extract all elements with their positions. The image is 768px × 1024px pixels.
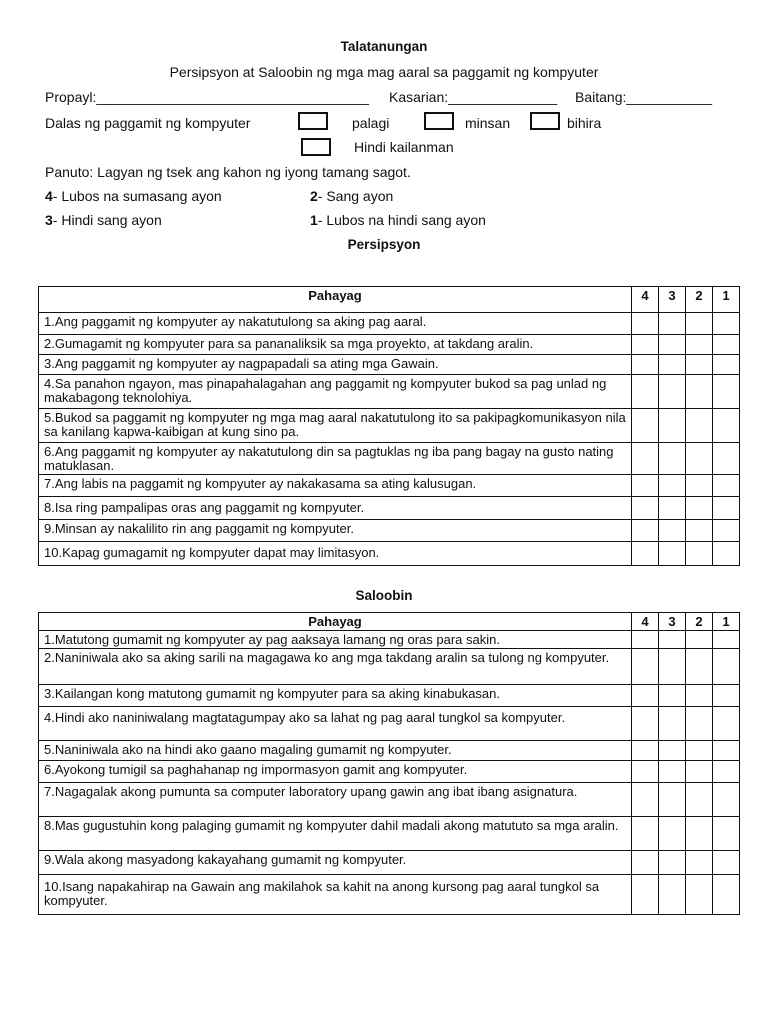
answer-cell-4[interactable] [632,475,659,497]
answer-cell-4[interactable] [632,313,659,335]
statement: 7.Nagagalak akong pumunta sa computer laboratory upang gawin ang ibat ibang asignatura. [39,783,632,817]
table-row [39,313,740,335]
saloobin-heading: Saloobin [355,588,413,603]
persipsyon-heading: Persipsyon [347,237,421,252]
answer-cell-2[interactable] [686,409,713,443]
score-header-3: 3 [659,613,686,631]
answer-cell-3[interactable] [659,443,686,475]
table-row [39,631,740,649]
answer-cell-2[interactable] [686,520,713,542]
scale-text: - Lubos na sumasang ayon [52,188,222,204]
instructions: Panuto: Lagyan ng tsek ang kahon ng iyong tamang sagot. [45,164,411,180]
table-row [39,685,740,707]
statement: 5.Bukod sa paggamit ng kompyuter ng mga mag aaral nakatutulong ito sa pakipagkomunikasyon nila sa kanilang kapwa-kaibigan at kung sino pa. [39,409,632,443]
pahayag-header: Pahayag [39,287,632,313]
table-header-row [39,287,740,313]
checkbox-bihira[interactable] [530,112,560,130]
answer-cell-2[interactable] [686,335,713,355]
statement: 4.Sa panahon ngayon, mas pinapahalagahan ang paggamit ng kompyuter bukod sa pag unlad ng makabagong teknolohiya. [39,375,632,409]
answer-cell-3[interactable] [659,335,686,355]
answer-cell-1[interactable] [713,851,740,875]
answer-cell-2[interactable] [686,851,713,875]
answer-cell-4[interactable] [632,741,659,761]
score-header-3: 3 [659,287,686,313]
answer-cell-1[interactable] [713,542,740,566]
answer-cell-2[interactable] [686,707,713,741]
table-row [39,817,740,851]
answer-cell-1[interactable] [713,475,740,497]
answer-cell-4[interactable] [632,375,659,409]
answer-cell-1[interactable] [713,631,740,649]
answer-cell-2[interactable] [686,685,713,707]
scale-num: 4 [45,188,53,204]
answer-cell-4[interactable] [632,520,659,542]
statement: 8.Isa ring pampalipas oras ang paggamit ng kompyuter. [39,497,632,520]
answer-cell-4[interactable] [632,649,659,685]
kasarian-field[interactable]: Kasarian:______________ [389,89,558,105]
scale-text: - Lubos na hindi sang ayon [317,212,486,228]
statement: 9.Minsan ay nakalilito rin ang paggamit ng kompyuter. [39,520,632,542]
checkbox-minsan[interactable] [424,112,454,130]
table-row [39,649,740,685]
answer-cell-1[interactable] [713,335,740,355]
statement: 2.Naniniwala ako sa aking sarili na magagawa ko ang mga takdang aralin sa tulong ng kompyuter. [39,649,632,685]
answer-cell-2[interactable] [686,761,713,783]
option-palagi-label: palagi [352,115,390,131]
answer-cell-3[interactable] [659,475,686,497]
answer-cell-2[interactable] [686,783,713,817]
answer-cell-4[interactable] [632,443,659,475]
baitang-field[interactable]: Baitang:___________ [575,89,713,105]
option-minsan-label: minsan [465,115,511,131]
answer-cell-3[interactable] [659,375,686,409]
answer-cell-4[interactable] [632,783,659,817]
answer-cell-2[interactable] [686,355,713,375]
table-row [39,497,740,520]
answer-cell-4[interactable] [632,707,659,741]
table-row [39,355,740,375]
score-header-4: 4 [632,287,659,313]
table-row [39,542,740,566]
answer-cell-4[interactable] [632,685,659,707]
answer-cell-3[interactable] [659,707,686,741]
checkbox-palagi[interactable] [298,112,328,130]
table-row [39,335,740,355]
statement: 3.Kailangan kong matutong gumamit ng kompyuter para sa aking kinabukasan. [39,685,632,707]
answer-cell-4[interactable] [632,631,659,649]
scale-num: 3 [45,212,53,228]
answer-cell-4[interactable] [632,817,659,851]
answer-cell-3[interactable] [659,355,686,375]
answer-cell-1[interactable] [713,741,740,761]
score-header-2: 2 [686,613,713,631]
answer-cell-1[interactable] [713,443,740,475]
statement: 10.Isang napakahirap na Gawain ang makilahok sa kahit na anong kursong pag aaral tungkol sa kompyuter. [39,875,632,915]
checkbox-hindi-kailanman[interactable] [301,138,331,156]
table-row [39,761,740,783]
scale-num: 2 [310,188,318,204]
form-title: Talatanungan [340,39,428,54]
scale-text: - Sang ayon [317,188,394,204]
answer-cell-1[interactable] [713,817,740,851]
statement: 3.Ang paggamit ng kompyuter ay nagpapadali sa ating mga Gawain. [39,355,632,375]
statement: 8.Mas gugustuhin kong palaging gumamit ng kompyuter dahil madali akong matututo sa mga aralin. [39,817,632,851]
propayl-field[interactable]: Propayl:___________________________________ [45,89,369,105]
answer-cell-2[interactable] [686,497,713,520]
scale-item-3 [45,212,162,228]
persipsyon-table [38,286,740,566]
answer-cell-4[interactable] [632,542,659,566]
table-row [39,443,740,475]
answer-cell-3[interactable] [659,875,686,915]
answer-cell-1[interactable] [713,875,740,915]
answer-cell-1[interactable] [713,685,740,707]
statement: 10.Kapag gumagamit ng kompyuter dapat may limitasyon. [39,542,632,566]
frequency-label: Dalas ng paggamit ng kompyuter [45,115,251,131]
answer-cell-3[interactable] [659,409,686,443]
scale-text: - Hindi sang ayon [52,212,162,228]
answer-cell-3[interactable] [659,817,686,851]
table-row [39,875,740,915]
answer-cell-3[interactable] [659,851,686,875]
statement: 7.Ang labis na paggamit ng kompyuter ay nakakasama sa ating kalusugan. [39,475,632,497]
option-hindi-kailanman-label: Hindi kailanman [354,139,454,155]
table-row [39,783,740,817]
score-header-4: 4 [632,613,659,631]
answer-cell-1[interactable] [713,497,740,520]
table-row [39,741,740,761]
answer-cell-4[interactable] [632,355,659,375]
answer-cell-2[interactable] [686,741,713,761]
scale-item-2 [310,188,393,204]
answer-cell-2[interactable] [686,443,713,475]
answer-cell-2[interactable] [686,649,713,685]
statement: 5.Naniniwala ako na hindi ako gaano magaling gumamit ng kompyuter. [39,741,632,761]
table-row [39,409,740,443]
answer-cell-2[interactable] [686,631,713,649]
answer-cell-3[interactable] [659,685,686,707]
answer-cell-1[interactable] [713,409,740,443]
answer-cell-1[interactable] [713,707,740,741]
answer-cell-4[interactable] [632,497,659,520]
answer-cell-2[interactable] [686,475,713,497]
answer-cell-4[interactable] [632,409,659,443]
table-row [39,851,740,875]
answer-cell-3[interactable] [659,761,686,783]
score-header-1: 1 [713,613,740,631]
answer-cell-1[interactable] [713,355,740,375]
table-row [39,707,740,741]
scale-item-1 [310,212,486,228]
table-header-row [39,613,740,631]
table-row [39,520,740,542]
table-row [39,475,740,497]
answer-cell-3[interactable] [659,497,686,520]
answer-cell-3[interactable] [659,649,686,685]
answer-cell-3[interactable] [659,542,686,566]
answer-cell-4[interactable] [632,875,659,915]
answer-cell-3[interactable] [659,783,686,817]
answer-cell-2[interactable] [686,375,713,409]
saloobin-table [38,612,740,915]
score-header-2: 2 [686,287,713,313]
statement: 6.Ang paggamit ng kompyuter ay nakatutulong din sa pagtuklas ng iba pang bagay na gusto nating matuklasan. [39,443,632,475]
scale-num: 1 [310,212,318,228]
statement: 1.Ang paggamit ng kompyuter ay nakatutulong sa aking pag aaral. [39,313,632,335]
table-row [39,375,740,409]
answer-cell-3[interactable] [659,631,686,649]
answer-cell-1[interactable] [713,761,740,783]
answer-cell-2[interactable] [686,542,713,566]
answer-cell-1[interactable] [713,783,740,817]
scale-item-4 [45,188,222,204]
answer-cell-2[interactable] [686,875,713,915]
option-bihira-label: bihira [567,115,602,131]
score-header-1: 1 [713,287,740,313]
answer-cell-1[interactable] [713,313,740,335]
answer-cell-1[interactable] [713,375,740,409]
answer-cell-4[interactable] [632,761,659,783]
statement: 6.Ayokong tumigil sa paghahanap ng impormasyon gamit ang kompyuter. [39,761,632,783]
answer-cell-3[interactable] [659,520,686,542]
statement: 1.Matutong gumamit ng kompyuter ay pag aaksaya lamang ng oras para sakin. [39,631,632,649]
answer-cell-4[interactable] [632,851,659,875]
answer-cell-3[interactable] [659,313,686,335]
answer-cell-2[interactable] [686,817,713,851]
statement: 4.Hindi ako naniniwalang magtatagumpay ako sa lahat ng pag aaral tungkol sa kompyuter. [39,707,632,741]
statement: 2.Gumagamit ng kompyuter para sa pananaliksik sa mga proyekto, at takdang aralin. [39,335,632,355]
answer-cell-1[interactable] [713,649,740,685]
answer-cell-3[interactable] [659,741,686,761]
form-subtitle: Persipsyon at Saloobin ng mga mag aaral sa paggamit ng kompyuter [169,64,599,80]
answer-cell-4[interactable] [632,335,659,355]
answer-cell-2[interactable] [686,313,713,335]
statement: 9.Wala akong masyadong kakayahang gumamit ng kompyuter. [39,851,632,875]
pahayag-header: Pahayag [39,613,632,631]
answer-cell-1[interactable] [713,520,740,542]
